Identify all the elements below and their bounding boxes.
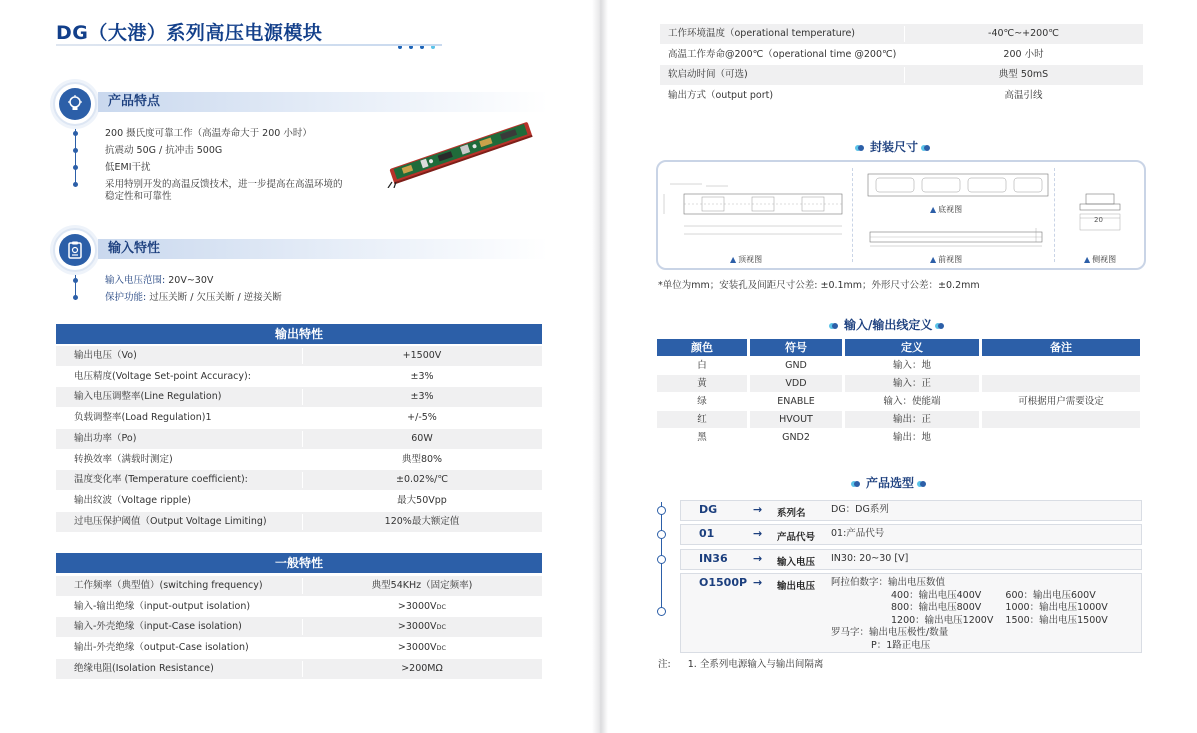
input-range-label: [105, 275, 213, 287]
row-param: 过电压保护阈值（Output Voltage Limiting): [74, 515, 267, 527]
row-param: 输出-外壳绝缘（output-Case isolation): [74, 642, 249, 654]
bullet-dot: [73, 131, 78, 136]
io-def-col-header: 定义: [845, 339, 979, 356]
io-def-cell: 黑: [697, 432, 707, 443]
io-def-cell: 红: [657, 411, 747, 428]
selection-name: 系列名: [777, 508, 806, 519]
selection-code: IN36: [699, 552, 728, 565]
feature-item-3: 低EMI干扰: [105, 162, 151, 173]
io-def-cell: [982, 411, 1140, 428]
selection-desc-line: P：1路正电压: [871, 639, 931, 651]
selection-name: 输出电压: [777, 581, 816, 592]
protection-value: 过压关断 / 欠压关断 / 逆接关断: [149, 292, 282, 303]
row-param: 绝缘电阻(Isolation Resistance): [74, 662, 214, 674]
env-value: -40℃~+200℃: [988, 28, 1059, 39]
row-value: 典型54KHz（固定频率): [371, 580, 473, 591]
row-param: 输入电压调整率(Line Regulation): [74, 391, 222, 403]
bullet-dot: [73, 165, 78, 170]
book-spine: [592, 0, 608, 733]
selection-code: O1500P: [699, 576, 748, 589]
io-def-cell: HVOUT: [750, 411, 842, 428]
table-row: [56, 512, 542, 532]
io-def-cell: 黄: [657, 375, 747, 392]
io-def-col-header: 备注: [982, 339, 1140, 356]
io-def-col-header: 符号: [750, 339, 842, 356]
selection-desc-line: 01:产品代号: [831, 528, 885, 539]
bullet-dot: [73, 182, 78, 187]
selection-desc: [831, 577, 1108, 652]
env-param: 软启动时间（可选): [668, 69, 748, 81]
io-def-cell: 输出：地: [892, 432, 931, 443]
row-param: 输入-输出绝缘（input-output isolation): [74, 600, 251, 612]
selection-desc-line: DG：DG系列: [831, 504, 889, 515]
selection-code: 01: [699, 527, 715, 540]
selection-node: [657, 506, 666, 515]
feature-item-1: 200 摄氏度可靠工作（高温寿命大于 200 小时）: [105, 128, 312, 139]
io-def-cell: 绿: [697, 396, 707, 407]
divider: [852, 168, 854, 262]
feature-item-4: 采用特别开发的高温反馈技术，进一步提高在高温环境的: [105, 179, 343, 190]
table-row: [56, 659, 542, 679]
io-def-cell: 输入：使能端: [883, 396, 941, 407]
io-def-heading-text: 输入/输出线定义: [844, 318, 933, 332]
selection-code: DG: [699, 503, 718, 516]
clipboard-icon: [65, 240, 85, 260]
io-def-cell: GND: [785, 360, 807, 371]
io-def-cell: [982, 429, 1140, 446]
row-param: 温度变化率 (Temperature coefficient):: [74, 474, 248, 486]
table-row: [56, 367, 542, 387]
front-view-drawing: [864, 226, 1050, 252]
note-label: 注:: [658, 659, 671, 670]
env-param: 输出方式（output port): [668, 90, 774, 102]
side-view-label: 侧视图: [1092, 255, 1117, 264]
top-view-caption: ▲ 顶视图: [730, 255, 763, 264]
selection-desc-line: 阿拉伯数字：输出电压数值: [831, 577, 946, 588]
note-text: 1. 全系列电源输入与输出间隔离: [687, 659, 824, 670]
row-param: 负载调整率(Load Regulation)1: [74, 412, 212, 424]
package-heading: [852, 138, 936, 155]
env-row: [660, 24, 1143, 44]
row-param: 工作频率（典型值）(switching frequency): [74, 580, 263, 591]
io-def-cell: VDD: [750, 375, 842, 392]
io-def-cell: 可根据用户需要设定: [1018, 396, 1104, 407]
selection-heading: [848, 474, 932, 491]
feature-item-2: 抗震动 50G / 抗冲击 500G: [105, 145, 223, 156]
row-value: >3000VDC: [397, 642, 447, 654]
divider: [1054, 168, 1056, 262]
general-table-heading: 一般特性: [56, 553, 542, 573]
protection-label: [105, 292, 282, 304]
io-def-cell: 白: [697, 360, 707, 371]
row-param: 电压精度(Voltage Set-point Accuracy):: [74, 370, 251, 382]
row-value: ±3%: [410, 391, 434, 403]
input-badge: [53, 228, 97, 272]
selection-desc-line: 罗马字：输出电压极性/数量: [831, 627, 949, 638]
table-row: [56, 491, 542, 511]
selection-row: [680, 500, 1142, 521]
selection-node: [657, 555, 666, 564]
io-def-cell: ENABLE: [777, 396, 815, 407]
table-row: [56, 408, 542, 428]
arrow-right-icon: →: [753, 576, 763, 589]
power-module-image: [386, 118, 536, 188]
row-param: 输出纹波（Voltage ripple): [74, 494, 191, 506]
env-param: 高温工作寿命@200℃（operational time @200℃): [668, 48, 897, 60]
features-badge: [53, 82, 97, 126]
row-param: 输入-外壳绝缘（input-Case isolation): [74, 621, 242, 633]
bullet-dot: [73, 278, 78, 283]
io-def-cell: [982, 357, 1140, 374]
selection-name: 产品代号: [777, 532, 816, 543]
io-def-cell: 输出：正: [845, 411, 979, 428]
selection-name: 输入电压: [777, 557, 816, 568]
value-subscript: DC: [436, 602, 447, 611]
io-def-col-header: 颜色: [657, 339, 747, 356]
env-value: 高温引线: [1004, 90, 1043, 102]
bullet-dot: [73, 295, 78, 300]
selection-desc-line: IN30: 20~30 [V]: [831, 553, 909, 564]
package-drawings: [656, 160, 1146, 270]
side-view-caption: ▲ 侧视图: [1084, 255, 1117, 264]
selection-node: [657, 530, 666, 539]
selection-note: [658, 656, 823, 670]
io-def-cell: [982, 375, 1140, 392]
env-row: [660, 45, 1143, 65]
row-value: +1500V: [402, 350, 442, 361]
env-value: 典型 50mS: [998, 69, 1049, 81]
selection-heading-text: 产品选型: [866, 476, 915, 490]
row-value: 最大50Vpp: [397, 494, 447, 506]
selection-desc: [831, 553, 908, 566]
package-heading-text: 封装尺寸: [870, 140, 919, 154]
row-value: >3000VDC: [397, 621, 447, 633]
row-value: +/-5%: [407, 412, 437, 424]
feature-item-5: 稳定性和可靠性: [105, 191, 172, 202]
left-page: [0, 0, 598, 733]
selection-desc-line: 800：输出电压800V 1000：输出电压1000V: [891, 602, 1108, 613]
selection-desc-line: 1200：输出电压1200V 1500：输出电压1500V: [891, 614, 1108, 626]
table-row: [56, 470, 542, 490]
table-row: [56, 597, 542, 617]
io-def-cell: 输入：地: [892, 360, 931, 371]
bottom-view-caption: ▲ 底视图: [930, 205, 963, 214]
row-value: 60W: [411, 432, 433, 444]
bottom-view-drawing: [866, 170, 1050, 200]
front-view-label: 前视图: [938, 255, 963, 264]
io-def-heading: [826, 316, 950, 333]
selection-row: [680, 573, 1142, 653]
selection-row: [680, 524, 1142, 545]
selection-row: [680, 549, 1142, 570]
row-param: 输出电压（Vo): [74, 350, 137, 361]
table-row: [56, 387, 542, 407]
table-row: [56, 450, 542, 470]
title-underline: [56, 44, 442, 46]
input-range-key: 输入电压范围:: [105, 275, 166, 286]
value-subscript: DC: [436, 644, 447, 653]
row-value: 典型80%: [401, 453, 443, 465]
page-title: DG（大港）系列高压电源模块: [56, 22, 323, 44]
top-view-label: 顶视图: [738, 255, 763, 264]
selection-node: [657, 607, 666, 616]
row-param: 输出功率（Po): [74, 432, 137, 444]
env-row: [660, 65, 1143, 85]
selection-desc: [831, 528, 884, 541]
env-param: 工作环境温度（operational temperature): [668, 28, 856, 39]
row-value: >200MΩ: [401, 662, 443, 674]
front-view-caption: ▲ 前视图: [930, 255, 963, 264]
row-value: >3000VDC: [397, 600, 447, 612]
arrow-right-icon: →: [753, 527, 763, 540]
protection-key: 保护功能:: [105, 292, 147, 303]
input-range-value: 20V~30V: [168, 275, 214, 286]
row-value: 120%最大额定值: [384, 515, 460, 527]
selection-desc-line: 400：输出电压400V 600：输出电压600V: [891, 589, 1096, 601]
table-row: [56, 617, 542, 637]
row-param: 转换效率（满载时测定): [74, 453, 173, 465]
package-tolerance-note: *单位为mm；安装孔及间距尺寸公差: ±0.1mm；外形尺寸公差：±0.2mm: [658, 280, 980, 291]
bullet-dot: [73, 148, 78, 153]
output-table-heading: 输出特性: [56, 324, 542, 344]
side-view-drawing: [1072, 188, 1128, 238]
env-value: 200 小时: [1003, 48, 1044, 60]
value-subscript: DC: [436, 623, 447, 632]
input-heading: 输入特性: [98, 239, 548, 259]
side-view-dimension: 20: [1094, 216, 1103, 224]
io-def-cell: GND2: [782, 432, 810, 443]
io-def-cell: 输入：正: [845, 375, 979, 392]
lightbulb-icon: [65, 94, 85, 114]
row-value: ±0.02%/℃: [395, 474, 448, 486]
selection-desc: [831, 504, 889, 517]
env-row: [660, 86, 1143, 106]
top-view-drawing: [662, 176, 848, 246]
table-row: [56, 576, 542, 596]
table-row: [56, 429, 542, 449]
features-heading: 产品特点: [98, 92, 548, 112]
bottom-view-label: 底视图: [938, 205, 963, 214]
arrow-right-icon: →: [753, 503, 763, 516]
row-value: ±3%: [410, 370, 434, 382]
table-row: [56, 638, 542, 658]
arrow-right-icon: →: [753, 552, 763, 565]
table-row: [56, 346, 542, 366]
